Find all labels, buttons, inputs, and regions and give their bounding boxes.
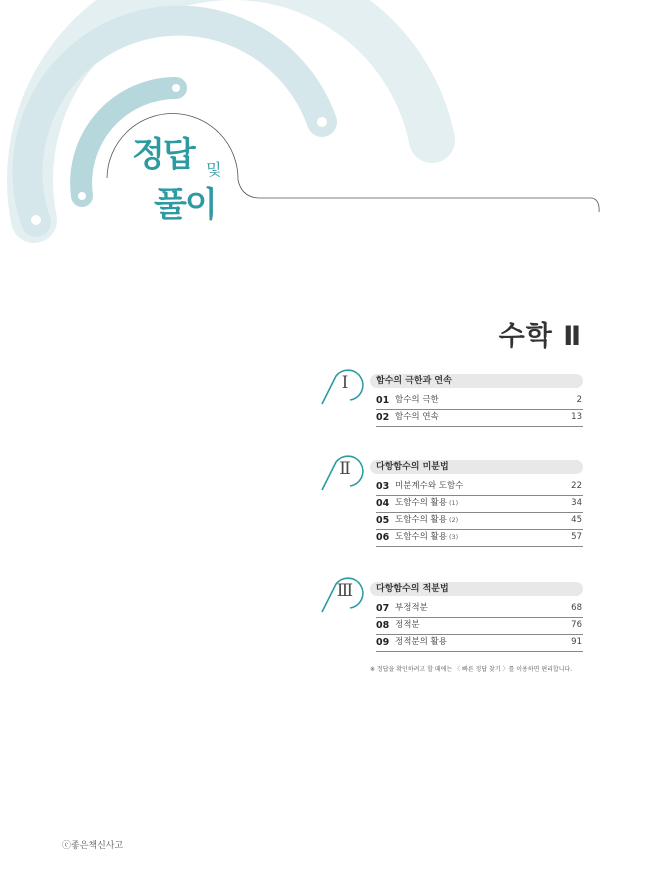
section-page: 22 — [571, 481, 582, 491]
cover-title-small: 및 — [206, 160, 222, 179]
section-page: 45 — [571, 515, 582, 525]
section-title: 미분계수와 도함수 — [395, 481, 464, 491]
section-title: 도함수의 활용 (1) — [395, 498, 459, 508]
chapter-title: 함수의 극한과 연속 — [370, 374, 583, 388]
section-part: (3) — [448, 533, 459, 541]
section-number: 08 — [376, 620, 390, 631]
arc-dot — [31, 215, 41, 225]
section-page: 13 — [571, 412, 582, 422]
publisher-copyright: ⓒ좋은책신사고 — [62, 841, 124, 851]
chapter-roman: Ⅱ — [339, 459, 351, 479]
chapter-title: 다항함수의 적분법 — [370, 582, 583, 596]
toc-row[interactable] — [376, 409, 583, 427]
section-number: 04 — [376, 498, 390, 509]
toc-row[interactable] — [376, 529, 583, 547]
arc-dot — [172, 84, 180, 92]
section-title: 정적분 — [395, 620, 420, 630]
section-page: 68 — [571, 603, 582, 613]
toc-row[interactable] — [376, 478, 583, 496]
section-page: 57 — [571, 532, 582, 542]
section-number: 07 — [376, 603, 390, 614]
toc-row[interactable] — [376, 600, 583, 618]
toc-row[interactable] — [376, 512, 583, 530]
section-title: 부정적분 — [395, 603, 428, 613]
cover-title-bottom: 풀이 — [154, 185, 216, 225]
section-title: 함수의 연속 — [395, 412, 439, 422]
usage-note: ※ 정답을 확인하려고 할 때에는 〈 빠른 정답 찾기 〉를 이용하면 편리합니다. — [370, 666, 573, 673]
section-page: 2 — [576, 395, 582, 405]
toc-row[interactable] — [376, 392, 583, 410]
toc-row[interactable] — [376, 495, 583, 513]
chapter-roman: Ⅲ — [336, 581, 354, 601]
section-part: (2) — [448, 516, 459, 524]
section-number: 01 — [376, 395, 390, 406]
cover-title-main: 정답 — [132, 135, 194, 175]
section-number: 05 — [376, 515, 390, 526]
toc-row[interactable] — [376, 617, 583, 635]
section-page: 91 — [571, 637, 582, 647]
section-page: 34 — [571, 498, 582, 508]
chapter-roman: Ⅰ — [341, 373, 349, 393]
section-title: 정적분의 활용 — [395, 637, 447, 647]
section-number: 02 — [376, 412, 390, 423]
section-title: 도함수의 활용 (2) — [395, 515, 459, 525]
section-title: 함수의 극한 — [395, 395, 439, 405]
section-title: 도함수의 활용 (3) — [395, 532, 459, 542]
section-page: 76 — [571, 620, 582, 630]
section-part: (1) — [448, 499, 459, 507]
toc-row[interactable] — [376, 634, 583, 652]
cover-title — [110, 135, 240, 248]
subject-title: 수학 Ⅱ — [498, 321, 582, 352]
section-number: 03 — [376, 481, 390, 492]
section-number: 06 — [376, 532, 390, 543]
arc-dot — [317, 117, 327, 127]
chapter-title: 다항함수의 미분법 — [370, 460, 583, 474]
section-number: 09 — [376, 637, 390, 648]
arc-dot — [78, 192, 86, 200]
decorative-arcs — [0, 0, 650, 260]
